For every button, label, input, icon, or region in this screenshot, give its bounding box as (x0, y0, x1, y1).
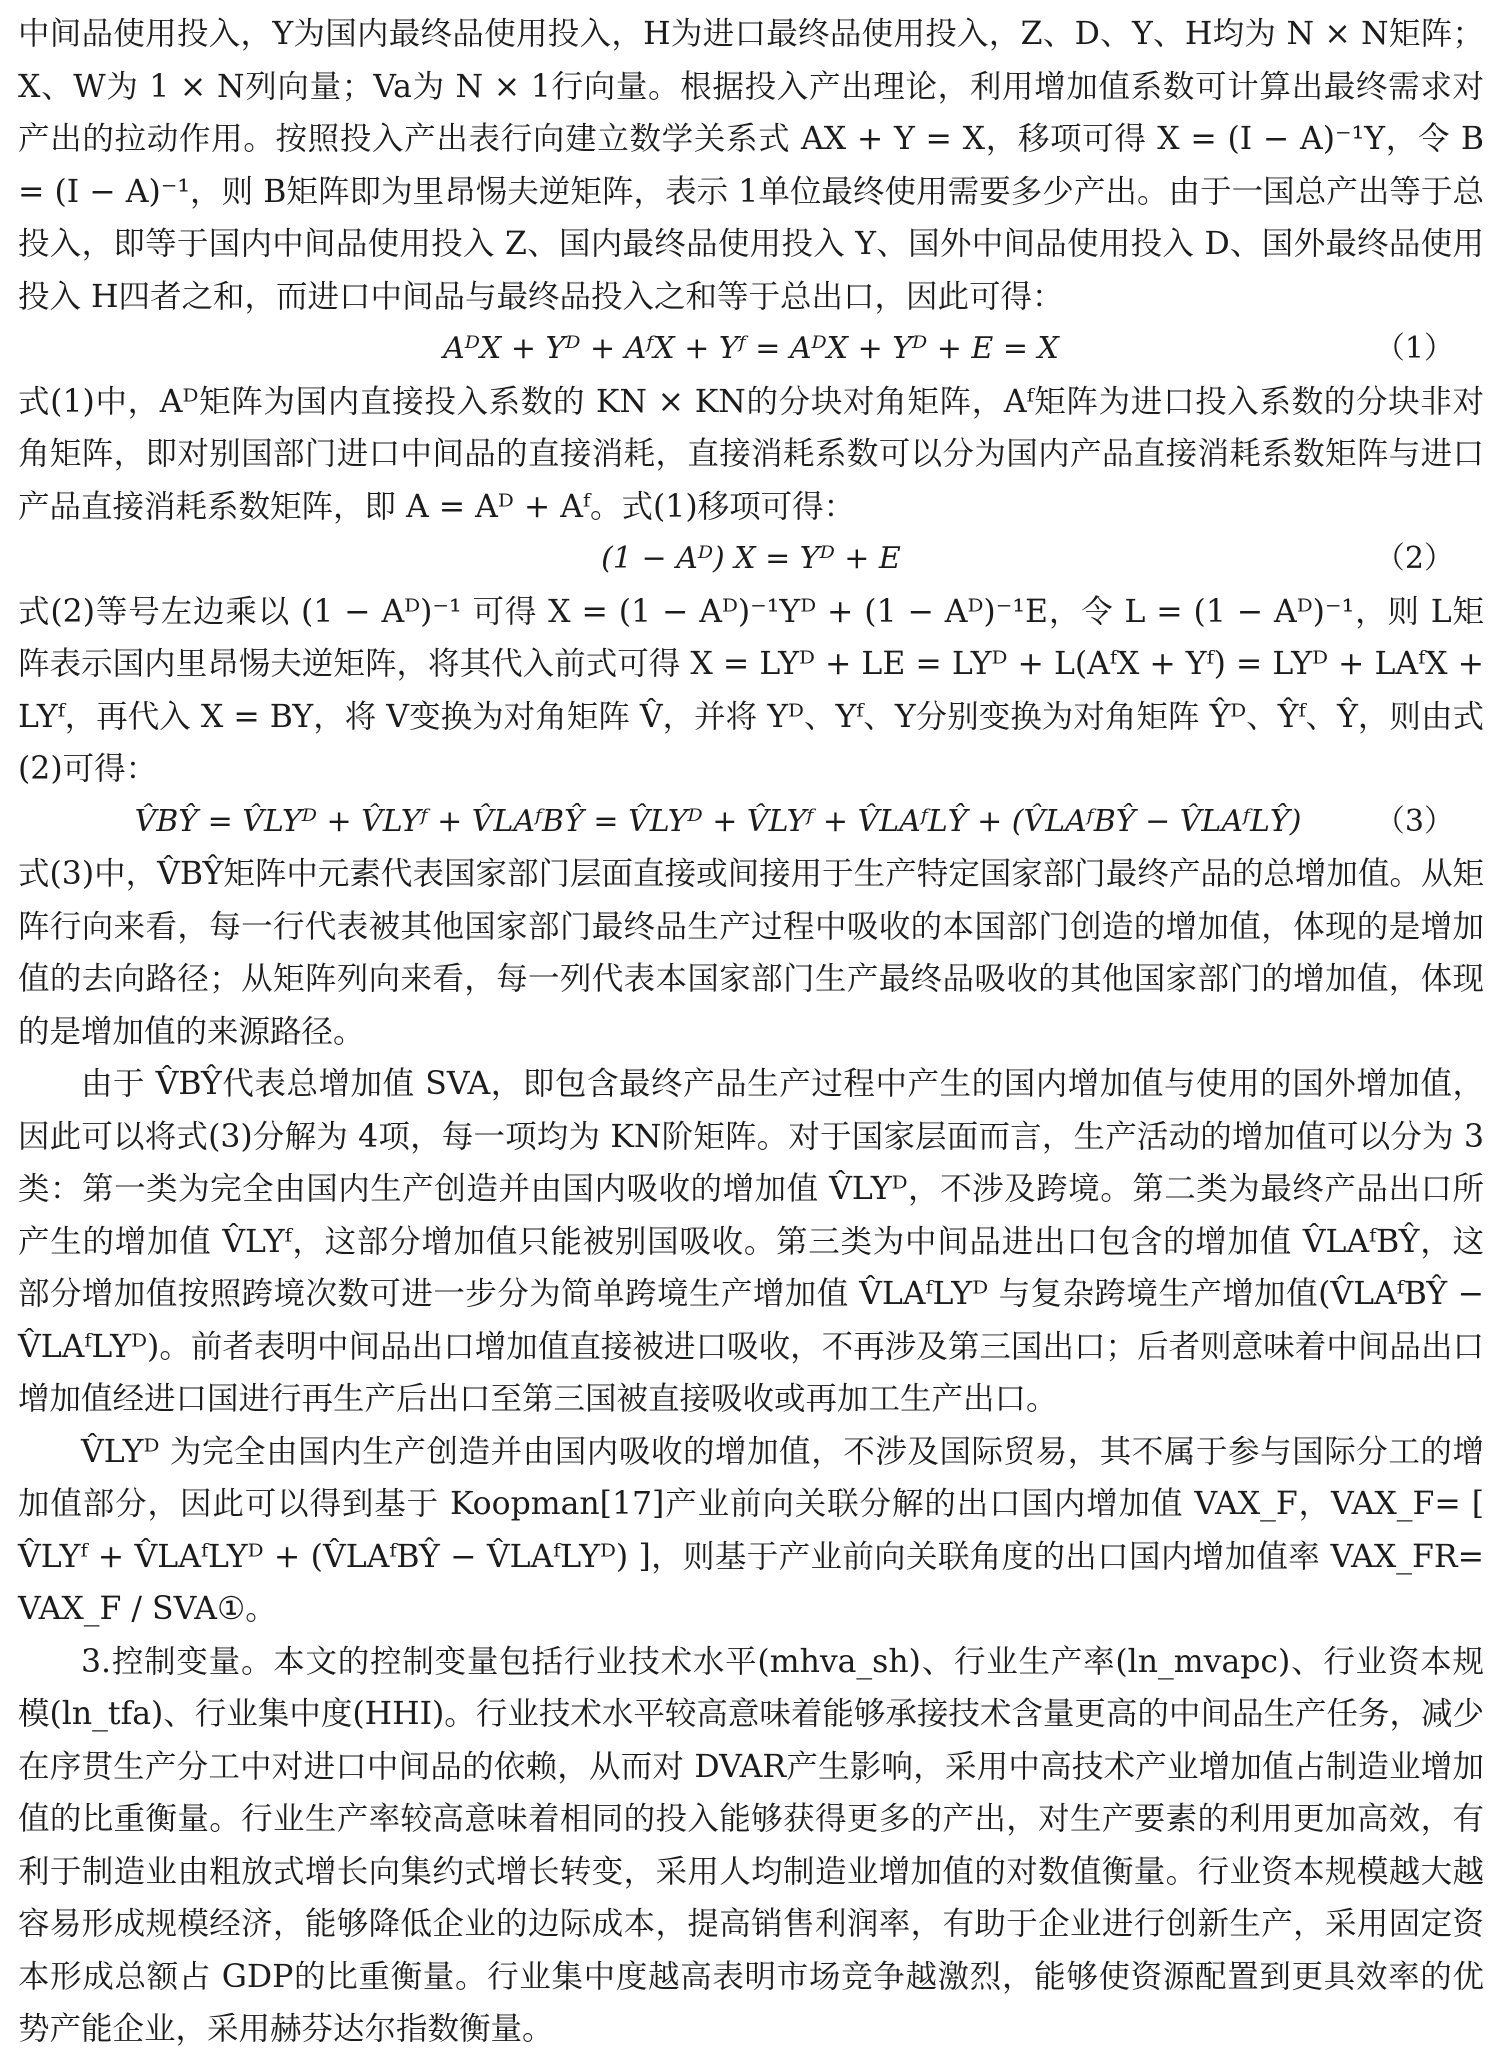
paragraph-control-variables: 3.控制变量。本文的控制变量包括行业技术水平(mhva_sh)、行业生产率(ln_mvapc)、行业资本规模(ln_tfa)、行业集中度(HHI)。行业技术水平较高意味着能够承接技术含量更高的中间品生产任务，减少在序贯生产分工中对进口中间品的依赖，从而对 DVAR产生影响，采用中高技术产业增加值占制造业增加值的比重衡量。行业生产率较高意味着相同的投入能够获得更多的产出，对生产要素的利用更加高效，有利于制造业由粗放式增长向集约式增长转变，采用人均制造业增加值的对数值衡量。行业资本规模越大越容易形成规模经济，能够降低企业的边际成本，提高销售利润率，有助于企业进行创新生产，采用固定资本形成总额占 GDP的比重衡量。行业集中度越高表明市场竞争越激烈，能够使资源配置到更具效率的优势产能企业，采用赫芬达尔指数衡量。 (18, 1643, 1484, 2047)
paper-page (18, 8, 1484, 2056)
paragraph-model-setup: 中间品使用投入，Y为国内最终品使用投入，H为进口最终品使用投入，Z、D、Y、H均为 N × N矩阵；X、W为 1 × N列向量；Va为 N × 1行向量。根据投入产出理论，利用增加值系数可计算出最终需求对产出的拉动作用。按照投入产出表行向建立数学关系式 AX + Y = X，移项可得 X = (I − A)⁻¹Y，令 B = (I − A)⁻¹，则 B矩阵即为里昂惕夫逆矩阵，表示 1单位最终使用需要多少产出。由于一国总产出等于总投入，即等于国内中间品使用投入 Z、国内最终品使用投入 Y、国外中间品使用投入 D、国外最终品使用投入 H四者之和，而进口中间品与最终品投入之和等于总出口，因此可得： (18, 16, 1484, 315)
equation-2-number: （2） (1374, 541, 1454, 576)
equation-2-body: (1 − Aᴰ) X = Yᴰ + E (601, 541, 901, 576)
paragraph-vax-definition: V̂LYᴰ 为完全由国内生产创造并由国内吸收的增加值，不涉及国际贸易，其不属于参与国际分工的增加值部分，因此可以得到基于 Koopman[17]产业前向关联分解的出口国内增加值 VAX_F，VAX_F= [ V̂LYᶠ + V̂LAᶠLYᴰ + (V̂LAᶠBŶ − V̂LAᶠLYᴰ) ]，则基于产业前向关联角度的出口国内增加值率 VAX_FR= VAX_F / SVA①。 (18, 1433, 1484, 1627)
equation-3 (18, 796, 1484, 849)
equation-3-body: V̂BŶ = V̂LYᴰ + V̂LYᶠ + V̂LAᶠBŶ = V̂LYᴰ + V̂LYᶠ + V̂LAᶠLŶ + (V̂LAᶠBŶ − V̂LAᶠLŶ) (134, 803, 1302, 839)
paragraph-eq3-explanation: 式(3)中，V̂BŶ矩阵中元素代表国家部门层面直接或间接用于生产特定国家部门最终产品的总增加值。从矩阵行向来看，每一行代表被其他国家部门最终品生产过程中吸收的本国部门创造的增加值，体现的是增加值的去向路径；从矩阵列向来看，每一列代表本国家部门生产最终品吸收的其他国家部门的增加值，体现的是增加值的来源路径。 (18, 856, 1484, 1050)
paragraph-eq2-explanation: 式(2)等号左边乘以 (1 − Aᴰ)⁻¹ 可得 X = (1 − Aᴰ)⁻¹Yᴰ + (1 − Aᴰ)⁻¹E，令 L = (1 − Aᴰ)⁻¹，则 L矩阵表示国内里昂惕夫逆矩阵，将其代入前式可得 X = LYᴰ + LE = LYᴰ + L(AᶠX + Yᶠ) = LYᴰ + LAᶠX + LYᶠ，再代入 X = BY，将 V变换为对角矩阵 V̂，并将 Yᴰ、Yᶠ、Y分别变换为对角矩阵 Ŷᴰ、Ŷᶠ、Ŷ，则由式(2)可得： (18, 593, 1484, 787)
equation-1 (18, 323, 1484, 376)
equation-1-body: AᴰX + Yᴰ + AᶠX + Yᶠ = AᴰX + Yᴰ + E = X (443, 331, 1059, 366)
equation-1-number: （1） (1374, 331, 1454, 366)
equation-2 (18, 533, 1484, 586)
equation-3-number: （3） (1374, 803, 1454, 839)
paragraph-eq1-explanation: 式(1)中，Aᴰ矩阵为国内直接投入系数的 KN × KN的分块对角矩阵，Aᶠ矩阵为进口投入系数的分块非对角矩阵，即对别国部门进口中间品的直接消耗，直接消耗系数可以分为国内产品直接消耗系数矩阵与进口产品直接消耗系数矩阵，即 A = Aᴰ + Aᶠ。式(1)移项可得： (18, 383, 1484, 525)
paragraph-sva-decomposition: 由于 V̂BŶ代表总增加值 SVA，即包含最终产品生产过程中产生的国内增加值与使用的国外增加值，因此可以将式(3)分解为 4项，每一项均为 KN阶矩阵。对于国家层面而言，生产活动的增加值可以分为 3类：第一类为完全由国内生产创造并由国内吸收的增加值 V̂LYᴰ，不涉及跨境。第二类为最终产品出口所产生的增加值 V̂LYᶠ，这部分增加值只能被别国吸收。第三类为中间品进出口包含的增加值 V̂LAᶠBŶ，这部分增加值按照跨境次数可进一步分为简单跨境生产增加值 V̂LAᶠLYᴰ 与复杂跨境生产增加值(V̂LAᶠBŶ − V̂LAᶠLYᴰ)。前者表明中间品出口增加值直接被进口吸收，不再涉及第三国出口；后者则意味着中间品出口增加值经进口国进行再生产后出口至第三国被直接吸收或再加工生产出口。 (18, 1066, 1484, 1417)
